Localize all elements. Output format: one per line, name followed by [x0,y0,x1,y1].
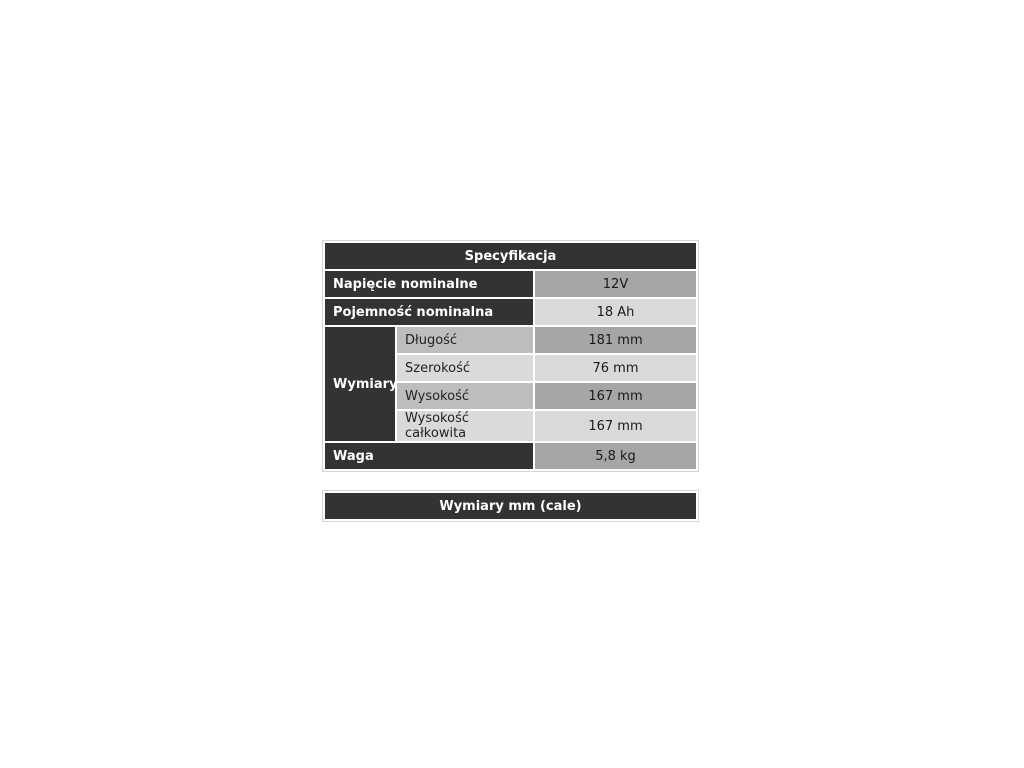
spec-title: Specyfikacja [325,243,696,269]
length-label: Długość [397,327,533,353]
voltage-label: Napięcie nominalne [325,271,533,297]
total-height-value: 167 mm [535,411,696,441]
weight-label: Waga [325,443,533,469]
height-label: Wysokość [397,383,533,409]
dimensions-label: Wymiary [325,327,395,441]
table-row-capacity [325,299,696,325]
voltage-value: 12V [535,271,696,297]
capacity-value: 18 Ah [535,299,696,325]
total-height-label: Wysokość całkowita [397,411,533,441]
spec-table [323,241,698,471]
dims-title: Wymiary mm (cale) [325,493,696,519]
spec-header-row [325,243,696,269]
table-row-weight [325,443,696,469]
dims-header-row [325,493,696,519]
capacity-label: Pojemność nominalna [325,299,533,325]
weight-value: 5,8 kg [535,443,696,469]
length-value: 181 mm [535,327,696,353]
height-value: 167 mm [535,383,696,409]
table-row-length [325,327,696,353]
table-row-voltage [325,271,696,297]
dimensions-inch-table [323,491,698,521]
width-label: Szerokość [397,355,533,381]
width-value: 76 mm [535,355,696,381]
